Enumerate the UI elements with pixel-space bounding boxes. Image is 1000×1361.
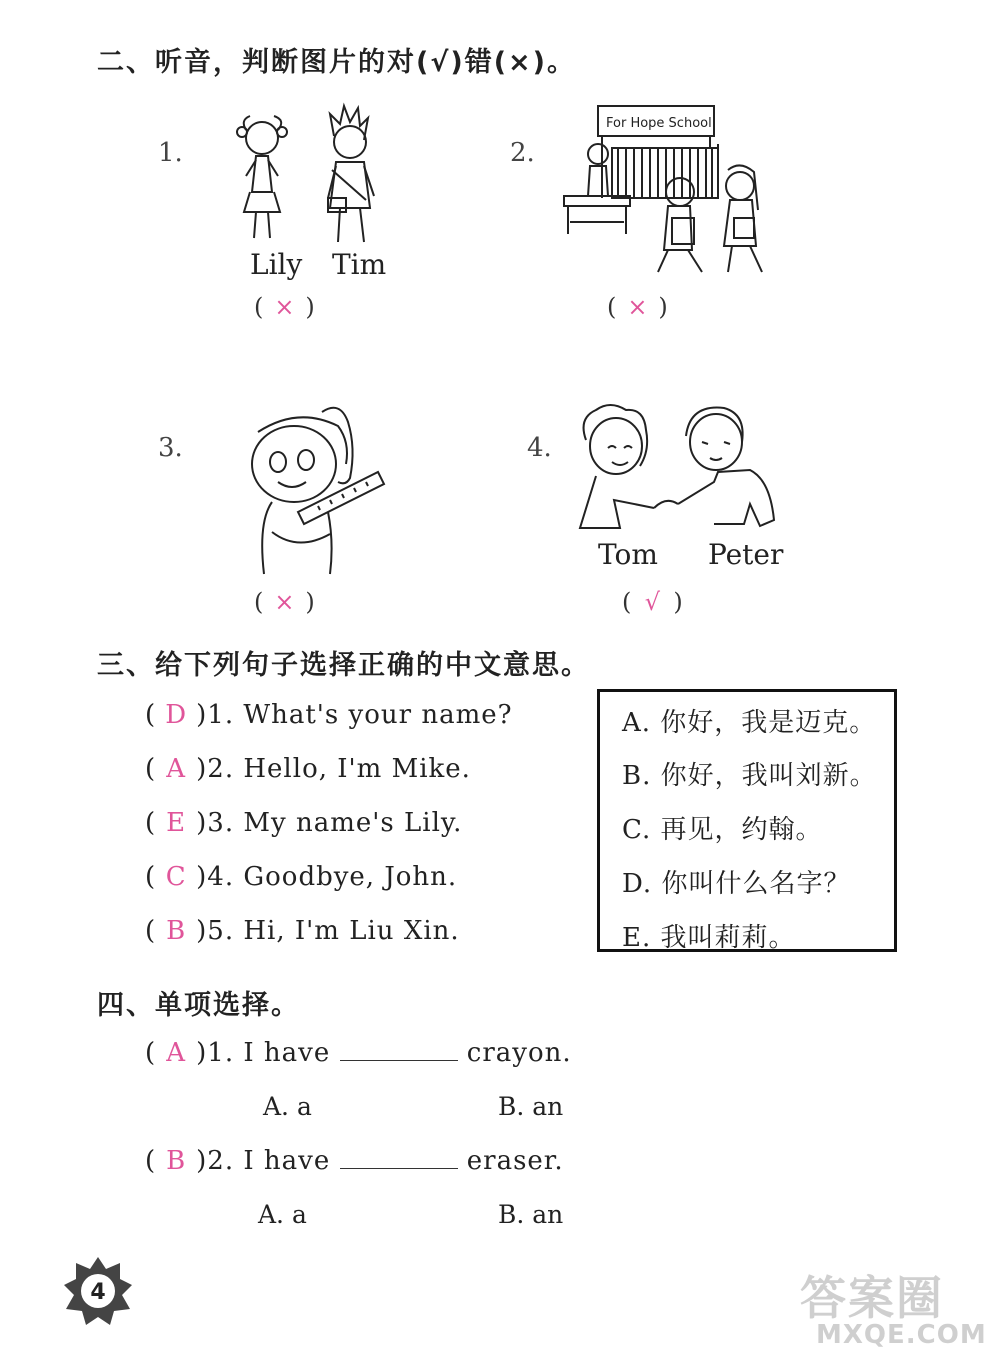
- question-stem-end: crayon.: [466, 1038, 572, 1068]
- question-stem-end: eraser.: [466, 1146, 564, 1176]
- answer-letter: B: [166, 1146, 187, 1176]
- answer-mark: ×: [274, 588, 295, 616]
- options-box: [597, 689, 897, 952]
- matching-row: ( A )2. Hello, I'm Mike.: [145, 754, 471, 784]
- option-item: E. 我叫莉莉。: [622, 923, 796, 953]
- option-item: B. 你好，我叫刘新。: [622, 761, 877, 791]
- answer-blank: [340, 1146, 458, 1169]
- section-2-heading: 二、听音，判断图片的对(√)错(×)。: [97, 47, 576, 78]
- answer-letter: C: [165, 862, 187, 892]
- watermark-logo: 答案圈: [800, 1271, 944, 1325]
- answer-paren: ( × ): [254, 588, 315, 616]
- answer-paren: ( × ): [607, 293, 668, 321]
- question-stem: )1. I have: [196, 1038, 331, 1068]
- answer-letter: D: [165, 700, 188, 730]
- matching-row: ( C )4. Goodbye, John.: [145, 862, 458, 892]
- choice-question: ( A )1. I have crayon.: [145, 1038, 572, 1068]
- answer-letter: A: [166, 754, 187, 784]
- choice-option: B. an: [498, 1200, 564, 1229]
- answer-paren: ( × ): [254, 293, 315, 321]
- answer-mark: √: [644, 588, 661, 616]
- page-number: 4: [90, 1280, 106, 1305]
- question-number: 4.: [527, 433, 552, 463]
- illustration-girl-ruler: [238, 402, 388, 577]
- choice-option: B. an: [498, 1092, 564, 1121]
- sentence-text: )4. Goodbye, John.: [196, 862, 458, 892]
- option-item: A. 你好，我是迈克。: [622, 708, 877, 738]
- answer-mark: ×: [274, 293, 295, 321]
- question-number: 2.: [510, 138, 535, 168]
- option-item: D. 你叫什么名字？: [622, 869, 851, 899]
- name-label: Lily: [250, 248, 303, 281]
- section-3-heading: 三、给下列句子选择正确的中文意思。: [97, 650, 590, 681]
- answer-letter: B: [166, 916, 187, 946]
- answer-letter: E: [166, 808, 187, 838]
- answer-blank: [340, 1038, 458, 1061]
- answer-paren: ( √ ): [622, 588, 683, 616]
- matching-row: ( E )3. My name's Lily.: [145, 808, 463, 838]
- choice-question: ( B )2. I have eraser.: [145, 1146, 564, 1176]
- page-number-badge: [62, 1255, 134, 1327]
- section-4-heading: 四、单项选择。: [97, 990, 300, 1021]
- sentence-text: )3. My name's Lily.: [196, 808, 463, 838]
- answer-mark: ×: [627, 293, 648, 321]
- matching-row: ( D )1. What's your name?: [145, 700, 513, 730]
- sentence-text: )5. Hi, I'm Liu Xin.: [196, 916, 460, 946]
- illustration-lily-tim: [232, 100, 392, 250]
- question-number: 3.: [158, 433, 183, 463]
- watermark-url: MXQE.COM: [816, 1320, 987, 1350]
- illustration-handshake: [574, 400, 784, 535]
- answer-letter: A: [166, 1038, 187, 1068]
- option-item: C. 再见，约翰。: [622, 815, 823, 845]
- name-label: Peter: [708, 538, 784, 571]
- sentence-text: )1. What's your name?: [196, 700, 513, 730]
- name-label: Tim: [332, 248, 387, 281]
- name-label: Tom: [598, 538, 658, 571]
- choice-option: A. a: [263, 1092, 312, 1121]
- sentence-text: )2. Hello, I'm Mike.: [196, 754, 471, 784]
- question-stem: )2. I have: [196, 1146, 331, 1176]
- school-sign-text: For Hope School: [606, 116, 712, 131]
- illustration-school-gate: [562, 100, 777, 285]
- question-number: 1.: [158, 138, 183, 168]
- matching-row: ( B )5. Hi, I'm Liu Xin.: [145, 916, 460, 946]
- choice-option: A. a: [258, 1200, 307, 1229]
